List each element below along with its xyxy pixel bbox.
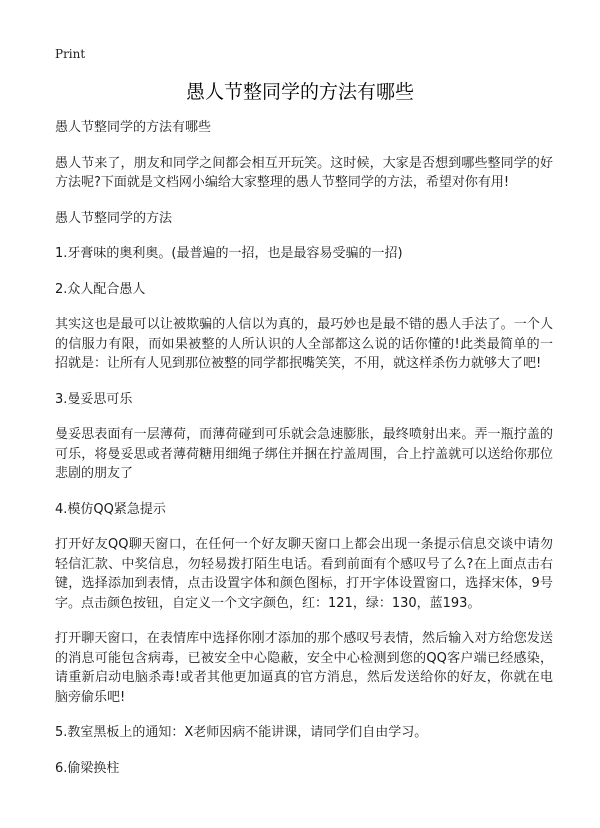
item-5-heading: 5.教室黑板上的通知：X老师因病不能讲课，请同学们自由学习。 (55, 725, 428, 740)
section-heading: 愚人节整同学的方法 (55, 210, 173, 226)
item-1-heading: 1.牙膏味的奥利奥。(最普遍的一招，也是最容易受骗的一招) (55, 246, 403, 261)
item-4-body-2: 打开聊天窗口，在表情库中选择你刚才添加的那个感叹号表情，然后输入对方给您发送的消息可能包含病毒，已被安全中心隐蔽，安全中心检测到您的QQ客户端已经感染，请重新启动电脑杀毒!或者其他更加逼真的官方消息，然后发送给你的好友，你就在电脑旁偷乐吧! (55, 631, 553, 705)
document-body (55, 118, 553, 794)
item-2-heading: 2.众人配合愚人 (55, 281, 146, 297)
document-title: 愚人节整同学的方法有哪些 (185, 81, 414, 103)
item-2-body: 其实这也是最可以让被欺骗的人信以为真的，最巧妙也是最不错的愚人手法了。一个人的信服力有限，而如果被整的人所认识的人全部都这么说的话你懂的!此类最简单的一招就是：让所有人见到那位被整的同学都抿嘴笑笑，不用，就这样杀伤力就够大了吧! (55, 317, 553, 371)
subtitle-paragraph: 愚人节整同学的方法有哪些 (55, 120, 212, 135)
intro-paragraph: 愚人节来了，朋友和同学之间都会相互开玩笑。这时候，大家是否想到哪些整同学的好方法呢?下面就是文档网小编给大家整理的愚人节整同学的方法，希望对你有用! (55, 155, 553, 190)
print-link[interactable]: Print (55, 47, 86, 61)
item-3-heading: 3.曼妥思可乐 (55, 391, 133, 407)
item-4-heading: 4.模仿QQ紧急提示 (55, 501, 166, 517)
item-4-body-1: 打开好友QQ聊天窗口，在任何一个好友聊天窗口上都会出现一条提示信息交谈中请勿轻信汇款、中奖信息，勿轻易拨打陌生电话。看到前面有个感叹号了么?在上面点击右键，选择添加到表情，点击设置字体和颜色图标，打开字体设置窗口，选择宋体，9号字。点击颜色按钮，自定义一个文字颜色，红：121，绿：130，蓝193。 (55, 537, 553, 611)
item-6-heading: 6.偷梁换柱 (55, 760, 120, 776)
item-3-body: 曼妥思表面有一层薄荷，而薄荷碰到可乐就会急速膨胀，最终喷射出来。弄一瓶拧盖的可乐，将曼妥思或者薄荷糖用细绳子绑住并捆在拧盖周围，合上拧盖就可以送给你那位悲剧的朋友了 (55, 427, 553, 481)
